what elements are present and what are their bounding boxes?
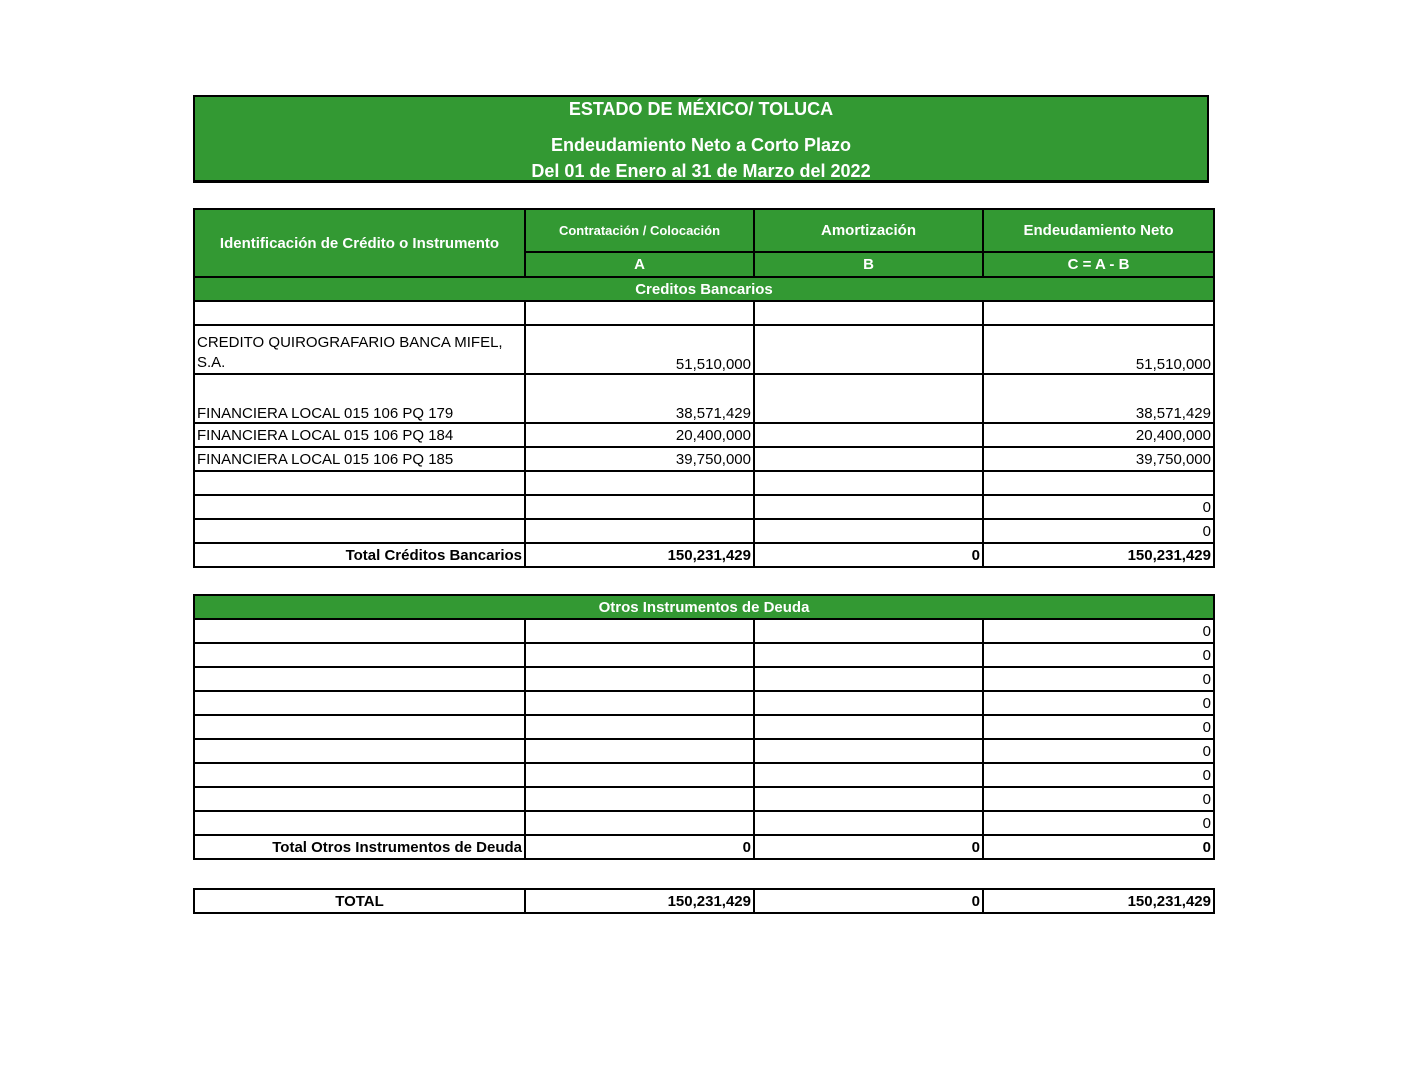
amount-b — [754, 763, 983, 787]
table-row — [194, 325, 1214, 374]
amount-c: 51,510,000 — [983, 325, 1214, 374]
credit-name: FINANCIERA LOCAL 015 106 PQ 185 — [194, 447, 525, 471]
amount-c: 0 — [983, 715, 1214, 739]
credit-name — [194, 519, 525, 543]
credit-name: CREDITO QUIROGRAFARIO BANCA MIFEL, S.A. — [194, 325, 525, 374]
credit-name: FINANCIERA LOCAL 015 106 PQ 179 — [194, 374, 525, 423]
report-header — [193, 95, 1209, 183]
table-row — [194, 763, 1214, 787]
amount-b — [754, 811, 983, 835]
amount-c: 20,400,000 — [983, 423, 1214, 447]
instrument-name — [194, 643, 525, 667]
amount-c: 0 — [983, 519, 1214, 543]
amount-a — [525, 471, 754, 495]
amount-b — [754, 667, 983, 691]
total-amount-c: 0 — [983, 835, 1214, 859]
grand-total-a: 150,231,429 — [525, 889, 754, 913]
amount-a — [525, 667, 754, 691]
instrument-name — [194, 715, 525, 739]
section-title-other-instruments: Otros Instrumentos de Deuda — [194, 595, 1214, 619]
amount-c: 0 — [983, 811, 1214, 835]
amount-b — [754, 691, 983, 715]
table-row — [194, 471, 1214, 495]
amount-a: 39,750,000 — [525, 447, 754, 471]
table-row — [194, 423, 1214, 447]
grand-total-row — [194, 889, 1214, 913]
amount-c: 0 — [983, 787, 1214, 811]
table-row — [194, 811, 1214, 835]
credit-name: FINANCIERA LOCAL 015 106 PQ 184 — [194, 423, 525, 447]
amount-a — [525, 691, 754, 715]
column-header-a: Contratación / Colocación — [525, 209, 754, 252]
amount-b — [754, 495, 983, 519]
report-title: Endeudamiento Neto a Corto Plazo — [550, 135, 852, 155]
amount-a — [525, 763, 754, 787]
total-amount-a: 150,231,429 — [525, 543, 754, 567]
amount-c: 0 — [983, 667, 1214, 691]
instrument-name — [194, 739, 525, 763]
total-label: Total Créditos Bancarios — [194, 543, 525, 567]
table-row — [194, 495, 1214, 519]
grand-total-table — [193, 888, 1215, 914]
table-row — [194, 787, 1214, 811]
amount-a — [525, 619, 754, 643]
instrument-name — [194, 691, 525, 715]
column-header-c: Endeudamiento Neto — [983, 209, 1214, 252]
table-row — [194, 667, 1214, 691]
amount-b — [754, 374, 983, 423]
amount-b — [754, 619, 983, 643]
amount-c: 39,750,000 — [983, 447, 1214, 471]
amount-b — [754, 471, 983, 495]
total-row-bank-credits — [194, 543, 1214, 567]
amount-c — [983, 301, 1214, 325]
amount-c — [983, 471, 1214, 495]
amount-a — [525, 643, 754, 667]
total-amount-a: 0 — [525, 835, 754, 859]
instrument-name — [194, 763, 525, 787]
amount-b — [754, 325, 983, 374]
table-row — [194, 374, 1214, 423]
amount-c: 38,571,429 — [983, 374, 1214, 423]
amount-a — [525, 495, 754, 519]
section-title-bank-credits: Creditos Bancarios — [194, 277, 1214, 301]
amount-c: 0 — [983, 495, 1214, 519]
column-code-a: A — [525, 252, 754, 277]
instrument-name — [194, 619, 525, 643]
entity-title: ESTADO DE MÉXICO/ TOLUCA — [568, 99, 834, 119]
amount-a — [525, 811, 754, 835]
amount-b — [754, 787, 983, 811]
amount-a — [525, 739, 754, 763]
instrument-name — [194, 811, 525, 835]
table-row — [194, 739, 1214, 763]
amount-b — [754, 715, 983, 739]
instrument-name — [194, 787, 525, 811]
amount-a: 38,571,429 — [525, 374, 754, 423]
column-header-b: Amortización — [754, 209, 983, 252]
column-code-c: C = A - B — [983, 252, 1214, 277]
amount-b — [754, 423, 983, 447]
amount-c: 0 — [983, 619, 1214, 643]
amount-a — [525, 787, 754, 811]
amount-b — [754, 519, 983, 543]
credit-name — [194, 301, 525, 325]
column-header-id: Identificación de Crédito o Instrumento — [194, 209, 525, 277]
column-code-b: B — [754, 252, 983, 277]
amount-a: 51,510,000 — [525, 325, 754, 374]
amount-b — [754, 301, 983, 325]
credit-name — [194, 471, 525, 495]
grand-total-c: 150,231,429 — [983, 889, 1214, 913]
table-row — [194, 301, 1214, 325]
amount-a — [525, 519, 754, 543]
column-header-row — [194, 209, 1214, 252]
amount-c: 0 — [983, 763, 1214, 787]
section-header-row — [194, 595, 1214, 619]
table-row — [194, 643, 1214, 667]
total-label: Total Otros Instrumentos de Deuda — [194, 835, 525, 859]
total-amount-b: 0 — [754, 543, 983, 567]
total-amount-c: 150,231,429 — [983, 543, 1214, 567]
amount-c: 0 — [983, 739, 1214, 763]
table-row — [194, 691, 1214, 715]
table-row — [194, 619, 1214, 643]
amount-a — [525, 301, 754, 325]
grand-total-b: 0 — [754, 889, 983, 913]
section-header-row — [194, 277, 1214, 301]
amount-a: 20,400,000 — [525, 423, 754, 447]
amount-c: 0 — [983, 643, 1214, 667]
report-period: Del 01 de Enero al 31 de Marzo del 2022 — [531, 161, 871, 181]
table-row — [194, 715, 1214, 739]
amount-b — [754, 739, 983, 763]
table-row — [194, 519, 1214, 543]
amount-a — [525, 715, 754, 739]
total-row-other-instruments — [194, 835, 1214, 859]
amount-b — [754, 643, 983, 667]
table-row — [194, 447, 1214, 471]
instrument-name — [194, 667, 525, 691]
grand-total-label: TOTAL — [194, 889, 525, 913]
bank-credits-table — [193, 208, 1215, 568]
other-instruments-table — [193, 594, 1215, 860]
credit-name — [194, 495, 525, 519]
total-amount-b: 0 — [754, 835, 983, 859]
amount-c: 0 — [983, 691, 1214, 715]
amount-b — [754, 447, 983, 471]
